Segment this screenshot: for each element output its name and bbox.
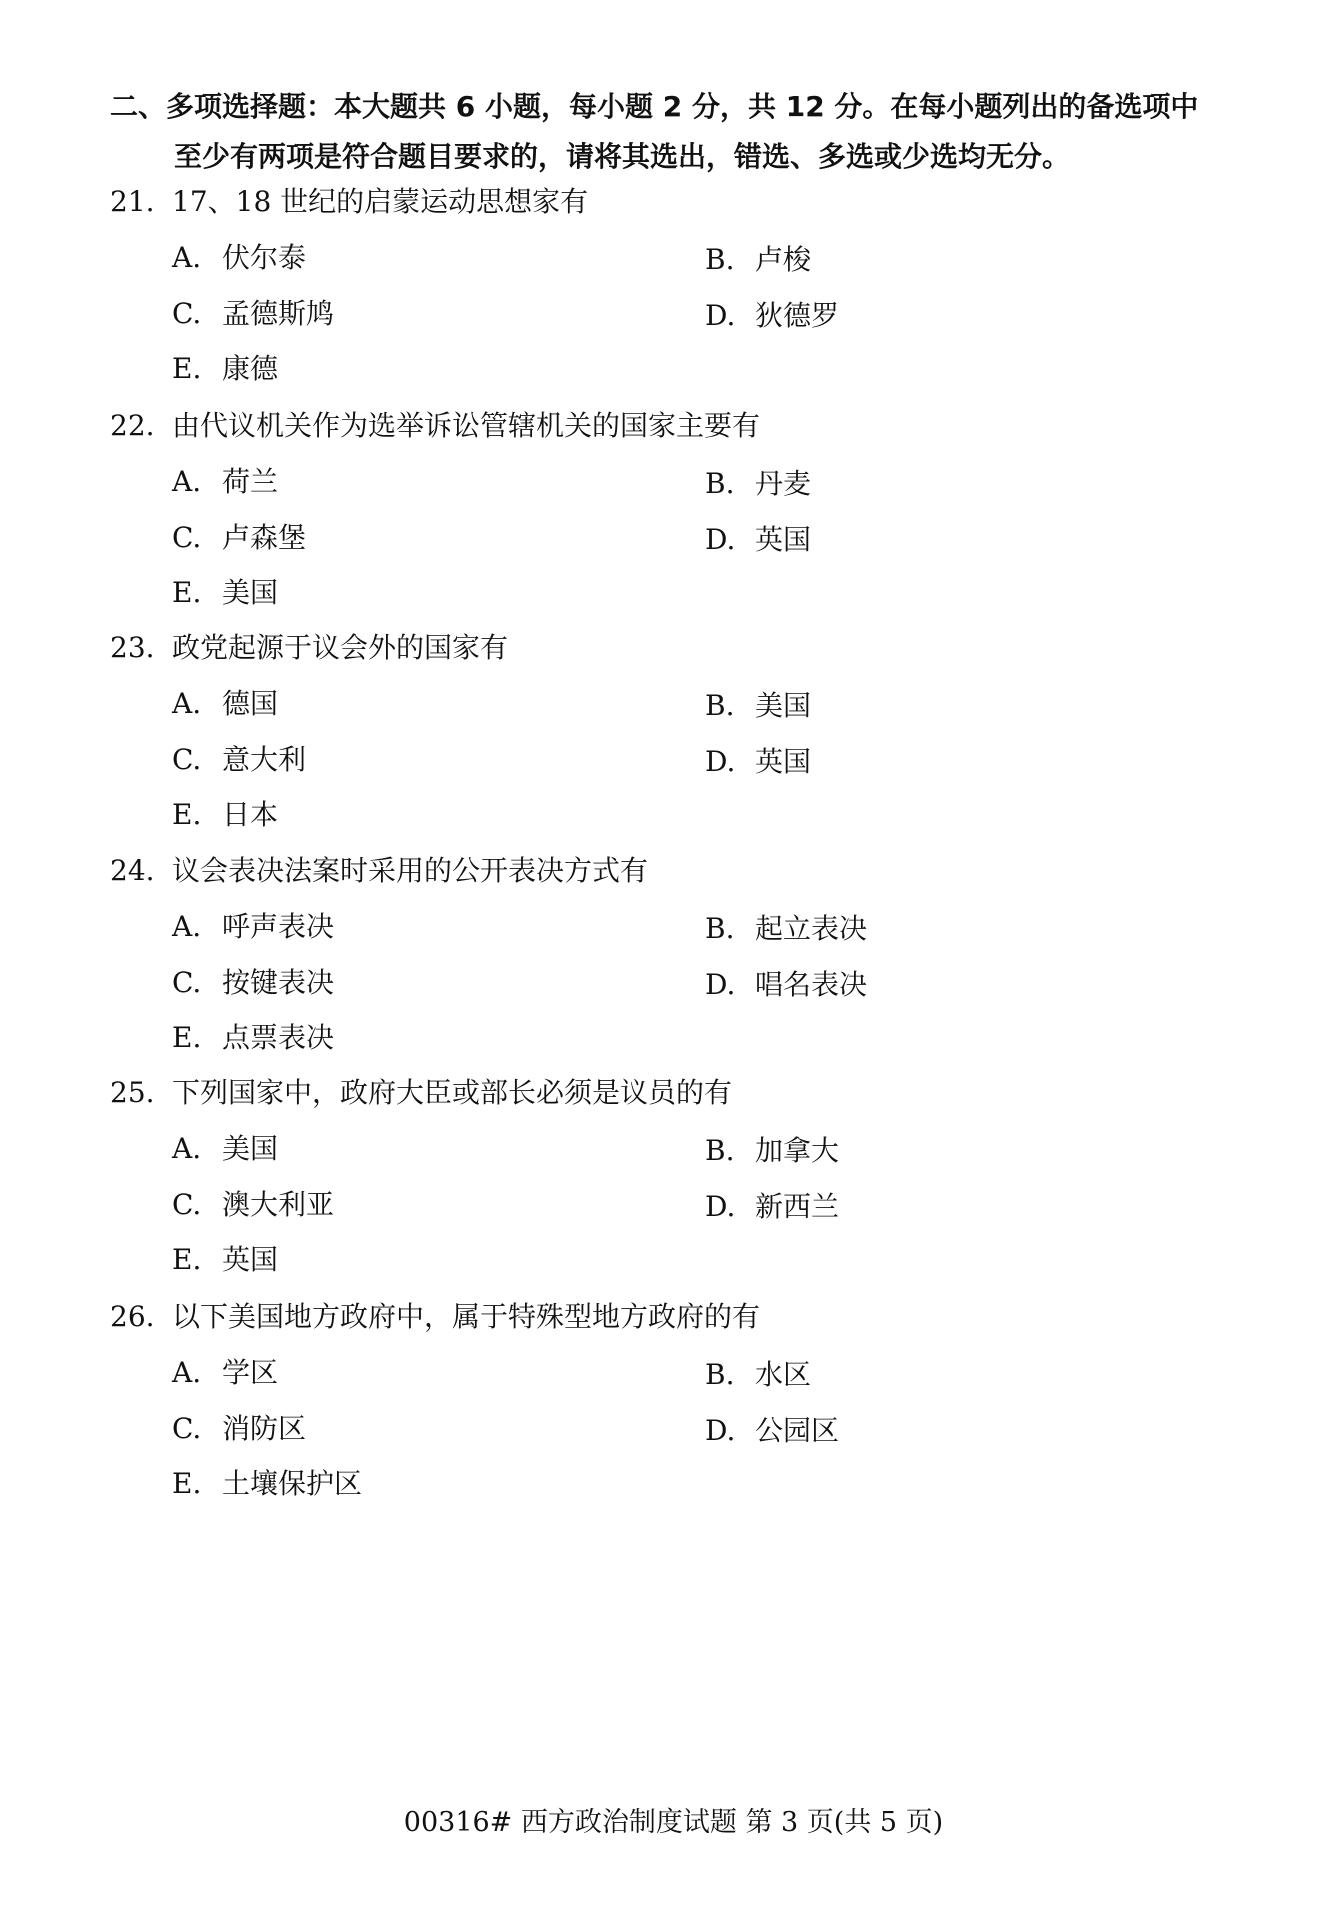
option-d [705, 965, 867, 1005]
option-letter: E. [172, 1243, 202, 1276]
option-letter: C. [172, 966, 202, 999]
option-e [172, 1240, 278, 1280]
option-text: 点票表决 [222, 1021, 335, 1054]
option-a [172, 907, 334, 947]
option-c [172, 963, 334, 1003]
option-text: 唱名表决 [755, 968, 868, 1001]
option-letter: E. [172, 1467, 202, 1500]
section-header-line1: 二、多项选择题：本大题共 6 小题，每小题 2 分，共 12 分。在每小题列出的备选项中 [110, 90, 1199, 123]
option-letter: D. [705, 968, 736, 1001]
option-text: 学区 [222, 1356, 279, 1389]
option-c [172, 740, 306, 780]
option-list [110, 222, 1240, 390]
option-text: 荷兰 [222, 465, 279, 498]
question-text: 下列国家中，政府大臣或部长必须是议员的有 [172, 1076, 733, 1109]
option-list [110, 1113, 1240, 1281]
option-c [172, 294, 334, 334]
question-24 [110, 851, 1240, 1059]
option-text: 伏尔泰 [222, 241, 307, 274]
option-text: 美国 [755, 689, 812, 722]
option-text: 消防区 [222, 1412, 307, 1445]
option-text: 孟德斯鸠 [222, 297, 335, 330]
option-text: 美国 [222, 1132, 279, 1165]
option-a [172, 462, 278, 502]
option-text: 呼声表决 [222, 910, 335, 943]
option-text: 卢森堡 [222, 521, 307, 554]
option-letter: E. [172, 798, 202, 831]
option-letter: D. [705, 523, 736, 556]
option-text: 美国 [222, 576, 279, 609]
option-letter: D. [705, 299, 736, 332]
option-e [172, 349, 278, 389]
option-letter: E. [172, 576, 202, 609]
option-letter: C. [172, 297, 202, 330]
section-header [110, 82, 1240, 182]
section-header-line2: 至少有两项是符合题目要求的，请将其选出，错选、多选或少选均无分。 [174, 140, 1071, 173]
option-text: 公园区 [755, 1414, 840, 1447]
option-list [110, 446, 1240, 614]
option-letter: E. [172, 1021, 202, 1054]
option-c [172, 1185, 334, 1225]
option-letter: A. [172, 1132, 202, 1165]
option-text: 丹麦 [755, 467, 812, 500]
option-letter: D. [705, 745, 736, 778]
option-letter: B. [705, 912, 735, 945]
question-stem [110, 628, 1240, 668]
question-stem [110, 851, 1240, 891]
option-letter: B. [705, 1134, 735, 1167]
option-text: 日本 [222, 798, 279, 831]
option-text: 新西兰 [755, 1190, 840, 1223]
option-b [705, 1131, 839, 1171]
option-text: 狄德罗 [755, 299, 840, 332]
question-number: 24. [110, 854, 155, 887]
page-footer: 00316# 西方政治制度试题 第 3 页(共 5 页) [403, 1807, 944, 1838]
question-text: 政党起源于议会外的国家有 [172, 631, 509, 664]
option-text: 水区 [755, 1358, 812, 1391]
option-b [705, 464, 811, 504]
option-letter: B. [705, 1358, 735, 1391]
option-letter: D. [705, 1190, 736, 1223]
option-letter: C. [172, 1188, 202, 1221]
option-letter: C. [172, 743, 202, 776]
option-b [705, 686, 811, 726]
option-text: 按键表决 [222, 966, 335, 999]
option-list [110, 891, 1240, 1059]
option-a [172, 684, 278, 724]
question-25 [110, 1073, 1240, 1281]
option-list [110, 1337, 1240, 1505]
option-text: 卢梭 [755, 243, 812, 276]
question-stem [110, 406, 1240, 446]
question-number: 22. [110, 409, 155, 442]
option-text: 英国 [755, 523, 812, 556]
option-letter: A. [172, 687, 202, 720]
question-23 [110, 628, 1240, 836]
option-letter: A. [172, 241, 202, 274]
question-text: 议会表决法案时采用的公开表决方式有 [172, 854, 649, 887]
question-stem [110, 1297, 1240, 1337]
option-a [172, 1129, 278, 1169]
option-d [705, 742, 811, 782]
question-26 [110, 1297, 1240, 1505]
option-letter: C. [172, 521, 202, 554]
option-text: 土壤保护区 [222, 1467, 363, 1500]
option-c [172, 518, 306, 558]
option-letter: D. [705, 1414, 736, 1447]
question-21 [110, 182, 1240, 390]
option-letter: A. [172, 465, 202, 498]
option-d [705, 1187, 839, 1227]
question-number: 25. [110, 1076, 155, 1109]
option-a [172, 1353, 278, 1393]
option-letter: A. [172, 910, 202, 943]
option-b [705, 1355, 811, 1395]
option-text: 英国 [755, 745, 812, 778]
option-e [172, 1464, 362, 1504]
option-letter: B. [705, 689, 735, 722]
question-number: 23. [110, 631, 155, 664]
question-text: 由代议机关作为选举诉讼管辖机关的国家主要有 [172, 409, 761, 442]
question-number: 26. [110, 1300, 155, 1333]
option-e [172, 795, 278, 835]
option-e [172, 1018, 334, 1058]
option-text: 起立表决 [755, 912, 868, 945]
question-text: 17、18 世纪的启蒙运动思想家有 [172, 185, 589, 218]
option-e [172, 573, 278, 613]
option-letter: C. [172, 1412, 202, 1445]
option-text: 德国 [222, 687, 279, 720]
question-stem [110, 182, 1240, 222]
option-d [705, 520, 811, 560]
option-text: 康德 [222, 352, 279, 385]
option-d [705, 1411, 839, 1451]
option-letter: B. [705, 243, 735, 276]
question-22 [110, 406, 1240, 614]
option-c [172, 1409, 306, 1449]
option-b [705, 240, 811, 280]
option-text: 澳大利亚 [222, 1188, 335, 1221]
option-d [705, 296, 839, 336]
option-letter: B. [705, 467, 735, 500]
question-text: 以下美国地方政府中，属于特殊型地方政府的有 [172, 1300, 761, 1333]
option-letter: A. [172, 1356, 202, 1389]
option-letter: E. [172, 352, 202, 385]
question-stem [110, 1073, 1240, 1113]
option-text: 意大利 [222, 743, 307, 776]
question-number: 21. [110, 185, 155, 218]
option-text: 英国 [222, 1243, 279, 1276]
option-text: 加拿大 [755, 1134, 840, 1167]
option-b [705, 909, 867, 949]
option-list [110, 668, 1240, 836]
option-a [172, 238, 306, 278]
